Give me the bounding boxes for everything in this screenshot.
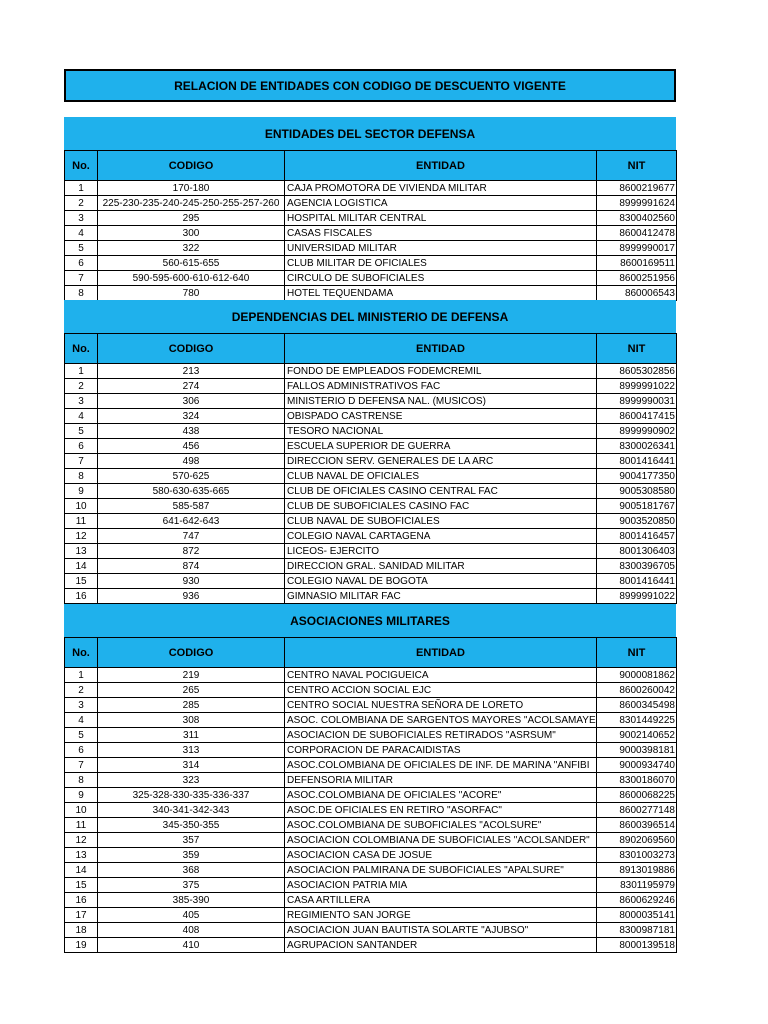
row-number: 8 bbox=[65, 469, 98, 484]
nit-value: 8605302856 bbox=[597, 364, 677, 379]
discount-code: 322 bbox=[98, 241, 285, 256]
table-row bbox=[65, 574, 677, 589]
column-header-entidad: ENTIDAD bbox=[285, 151, 597, 181]
section-sector-defensa bbox=[64, 117, 676, 301]
discount-code: 580-630-635-665 bbox=[98, 484, 285, 499]
table-row bbox=[65, 878, 677, 893]
entity-name: DIRECCION SERV. GENERALES DE LA ARC bbox=[285, 454, 597, 469]
nit-value: 9005181767 bbox=[597, 499, 677, 514]
entity-name: COLEGIO NAVAL CARTAGENA bbox=[285, 529, 597, 544]
row-number: 4 bbox=[65, 713, 98, 728]
row-number: 16 bbox=[65, 589, 98, 604]
row-number: 17 bbox=[65, 908, 98, 923]
nit-value: 8600396514 bbox=[597, 818, 677, 833]
section-title: ENTIDADES DEL SECTOR DEFENSA bbox=[64, 117, 676, 150]
discount-code: 170-180 bbox=[98, 181, 285, 196]
discount-code: 324 bbox=[98, 409, 285, 424]
table-row bbox=[65, 863, 677, 878]
nit-value: 8301003273 bbox=[597, 848, 677, 863]
entity-name: ASOC.COLOMBIANA DE OFICIALES "ACORE" bbox=[285, 788, 597, 803]
entity-name: CASA ARTILLERA bbox=[285, 893, 597, 908]
column-header-codigo: CODIGO bbox=[98, 638, 285, 668]
nit-value: 8999991624 bbox=[597, 196, 677, 211]
nit-value: 8600219677 bbox=[597, 181, 677, 196]
entity-name: CLUB MILITAR DE OFICIALES bbox=[285, 256, 597, 271]
row-number: 6 bbox=[65, 743, 98, 758]
row-number: 5 bbox=[65, 424, 98, 439]
entity-name: HOSPITAL MILITAR CENTRAL bbox=[285, 211, 597, 226]
discount-code: 456 bbox=[98, 439, 285, 454]
entity-name: ASOCIACION JUAN BAUTISTA SOLARTE "AJUBSO" bbox=[285, 923, 597, 938]
table-row bbox=[65, 758, 677, 773]
entity-name: CASAS FISCALES bbox=[285, 226, 597, 241]
row-number: 13 bbox=[65, 544, 98, 559]
discount-code: 274 bbox=[98, 379, 285, 394]
nit-value: 8300186070 bbox=[597, 773, 677, 788]
row-number: 6 bbox=[65, 256, 98, 271]
discount-code: 570-625 bbox=[98, 469, 285, 484]
row-number: 2 bbox=[65, 683, 98, 698]
row-number: 8 bbox=[65, 773, 98, 788]
table-row bbox=[65, 364, 677, 379]
row-number: 15 bbox=[65, 574, 98, 589]
discount-code: 590-595-600-610-612-640 bbox=[98, 271, 285, 286]
discount-code: 295 bbox=[98, 211, 285, 226]
table-row bbox=[65, 773, 677, 788]
row-number: 3 bbox=[65, 698, 98, 713]
entity-name: DIRECCION GRAL. SANIDAD MILITAR bbox=[285, 559, 597, 574]
nit-value: 8600345498 bbox=[597, 698, 677, 713]
table-row bbox=[65, 589, 677, 604]
table-row bbox=[65, 728, 677, 743]
table-row bbox=[65, 938, 677, 953]
nit-value: 9003520850 bbox=[597, 514, 677, 529]
discount-code: 780 bbox=[98, 286, 285, 301]
discount-code: 359 bbox=[98, 848, 285, 863]
discount-code: 872 bbox=[98, 544, 285, 559]
table-row bbox=[65, 713, 677, 728]
entity-name: FALLOS ADMINISTRATIVOS FAC bbox=[285, 379, 597, 394]
row-number: 10 bbox=[65, 803, 98, 818]
row-number: 9 bbox=[65, 788, 98, 803]
nit-value: 8999990017 bbox=[597, 241, 677, 256]
discount-code: 213 bbox=[98, 364, 285, 379]
nit-value: 8300026341 bbox=[597, 439, 677, 454]
table-row bbox=[65, 743, 677, 758]
discount-code: 438 bbox=[98, 424, 285, 439]
discount-code: 410 bbox=[98, 938, 285, 953]
row-number: 9 bbox=[65, 484, 98, 499]
nit-value: 8300402560 bbox=[597, 211, 677, 226]
discount-code: 375 bbox=[98, 878, 285, 893]
discount-code: 930 bbox=[98, 574, 285, 589]
entity-name: ASOCIACION COLOMBIANA DE SUBOFICIALES "ACOLSANDER" bbox=[285, 833, 597, 848]
row-number: 10 bbox=[65, 499, 98, 514]
table-header-row bbox=[65, 151, 677, 181]
nit-value: 8999991022 bbox=[597, 379, 677, 394]
nit-value: 9004177350 bbox=[597, 469, 677, 484]
table-row bbox=[65, 196, 677, 211]
entity-name: COLEGIO NAVAL DE BOGOTA bbox=[285, 574, 597, 589]
entity-name: CENTRO SOCIAL NUESTRA SEÑORA DE LORETO bbox=[285, 698, 597, 713]
row-number: 7 bbox=[65, 758, 98, 773]
nit-value: 8001416441 bbox=[597, 574, 677, 589]
discount-code: 345-350-355 bbox=[98, 818, 285, 833]
nit-value: 8600277148 bbox=[597, 803, 677, 818]
row-number: 5 bbox=[65, 241, 98, 256]
table-row bbox=[65, 454, 677, 469]
nit-value: 8913019886 bbox=[597, 863, 677, 878]
entity-name: ASOC.DE OFICIALES EN RETIRO "ASORFAC" bbox=[285, 803, 597, 818]
table-row bbox=[65, 469, 677, 484]
nit-value: 9000398181 bbox=[597, 743, 677, 758]
discount-code: 306 bbox=[98, 394, 285, 409]
table-row bbox=[65, 379, 677, 394]
column-header-entidad: ENTIDAD bbox=[285, 638, 597, 668]
row-number: 14 bbox=[65, 559, 98, 574]
discount-code: 314 bbox=[98, 758, 285, 773]
column-header-codigo: CODIGO bbox=[98, 151, 285, 181]
section-ministerio-defensa bbox=[64, 300, 676, 604]
nit-value: 8999991022 bbox=[597, 589, 677, 604]
nit-value: 8600629246 bbox=[597, 893, 677, 908]
discount-code: 585-587 bbox=[98, 499, 285, 514]
entity-name: CLUB DE OFICIALES CASINO CENTRAL FAC bbox=[285, 484, 597, 499]
discount-code: 285 bbox=[98, 698, 285, 713]
entity-name: AGENCIA LOGISTICA bbox=[285, 196, 597, 211]
nit-value: 8301449225 bbox=[597, 713, 677, 728]
table-row bbox=[65, 529, 677, 544]
discount-code: 936 bbox=[98, 589, 285, 604]
table-row bbox=[65, 484, 677, 499]
table-row bbox=[65, 803, 677, 818]
nit-value: 8001306403 bbox=[597, 544, 677, 559]
entities-table bbox=[64, 333, 677, 604]
nit-value: 8999990031 bbox=[597, 394, 677, 409]
row-number: 13 bbox=[65, 848, 98, 863]
row-number: 11 bbox=[65, 818, 98, 833]
discount-code: 357 bbox=[98, 833, 285, 848]
discount-code: 219 bbox=[98, 668, 285, 683]
table-row bbox=[65, 923, 677, 938]
table-row bbox=[65, 668, 677, 683]
entities-table bbox=[64, 637, 677, 953]
nit-value: 8001416457 bbox=[597, 529, 677, 544]
table-row bbox=[65, 226, 677, 241]
entity-name: REGIMIENTO SAN JORGE bbox=[285, 908, 597, 923]
discount-code: 641-642-643 bbox=[98, 514, 285, 529]
table-row bbox=[65, 818, 677, 833]
discount-code: 308 bbox=[98, 713, 285, 728]
entity-name: OBISPADO CASTRENSE bbox=[285, 409, 597, 424]
entity-name: ASOC.COLOMBIANA DE OFICIALES DE INF. DE MARINA "ANFIBI bbox=[285, 758, 597, 773]
column-header-nit: NIT bbox=[597, 334, 677, 364]
entity-name: ASOC. COLOMBIANA DE SARGENTOS MAYORES "ACOLSAMAYE bbox=[285, 713, 597, 728]
discount-code: 498 bbox=[98, 454, 285, 469]
row-number: 3 bbox=[65, 211, 98, 226]
row-number: 2 bbox=[65, 196, 98, 211]
row-number: 12 bbox=[65, 833, 98, 848]
nit-value: 8000139518 bbox=[597, 938, 677, 953]
column-header-no: No. bbox=[65, 151, 98, 181]
entity-name: FONDO DE EMPLEADOS FODEMCREMIL bbox=[285, 364, 597, 379]
entity-name: CLUB NAVAL DE SUBOFICIALES bbox=[285, 514, 597, 529]
discount-code: 313 bbox=[98, 743, 285, 758]
nit-value: 8600251956 bbox=[597, 271, 677, 286]
nit-value: 8600417415 bbox=[597, 409, 677, 424]
column-header-codigo: CODIGO bbox=[98, 334, 285, 364]
discount-code: 265 bbox=[98, 683, 285, 698]
nit-value: 8300396705 bbox=[597, 559, 677, 574]
entity-name: ASOCIACION PATRIA MIA bbox=[285, 878, 597, 893]
table-row bbox=[65, 893, 677, 908]
table-row bbox=[65, 544, 677, 559]
row-number: 4 bbox=[65, 409, 98, 424]
column-header-nit: NIT bbox=[597, 151, 677, 181]
row-number: 11 bbox=[65, 514, 98, 529]
table-row bbox=[65, 286, 677, 301]
table-row bbox=[65, 559, 677, 574]
entity-name: HOTEL TEQUENDAMA bbox=[285, 286, 597, 301]
entity-name: GIMNASIO MILITAR FAC bbox=[285, 589, 597, 604]
nit-value: 8000035141 bbox=[597, 908, 677, 923]
entity-name: ASOCIACION DE SUBOFICIALES RETIRADOS "ASRSUM" bbox=[285, 728, 597, 743]
table-row bbox=[65, 514, 677, 529]
table-row bbox=[65, 424, 677, 439]
row-number: 1 bbox=[65, 181, 98, 196]
row-number: 18 bbox=[65, 923, 98, 938]
entity-name: CENTRO NAVAL POCIGUEICA bbox=[285, 668, 597, 683]
row-number: 1 bbox=[65, 668, 98, 683]
column-header-entidad: ENTIDAD bbox=[285, 334, 597, 364]
nit-value: 8600260042 bbox=[597, 683, 677, 698]
table-row bbox=[65, 499, 677, 514]
row-number: 15 bbox=[65, 878, 98, 893]
row-number: 3 bbox=[65, 394, 98, 409]
table-row bbox=[65, 908, 677, 923]
entity-name: ASOC.COLOMBIANA DE SUBOFICIALES "ACOLSURE" bbox=[285, 818, 597, 833]
discount-code: 408 bbox=[98, 923, 285, 938]
table-row bbox=[65, 394, 677, 409]
discount-code: 325-328-330-335-336-337 bbox=[98, 788, 285, 803]
entity-name: TESORO NACIONAL bbox=[285, 424, 597, 439]
nit-value: 8301195979 bbox=[597, 878, 677, 893]
discount-code: 747 bbox=[98, 529, 285, 544]
table-row bbox=[65, 698, 677, 713]
row-number: 7 bbox=[65, 271, 98, 286]
section-title: DEPENDENCIAS DEL MINISTERIO DE DEFENSA bbox=[64, 300, 676, 333]
row-number: 16 bbox=[65, 893, 98, 908]
table-row bbox=[65, 409, 677, 424]
entity-name: ASOCIACION CASA DE JOSUE bbox=[285, 848, 597, 863]
entity-name: MINISTERIO D DEFENSA NAL. (MUSICOS) bbox=[285, 394, 597, 409]
table-row bbox=[65, 439, 677, 454]
entity-name: ESCUELA SUPERIOR DE GUERRA bbox=[285, 439, 597, 454]
table-row bbox=[65, 271, 677, 286]
entity-name: LICEOS- EJERCITO bbox=[285, 544, 597, 559]
discount-code: 225-230-235-240-245-250-255-257-260 bbox=[98, 196, 285, 211]
nit-value: 9000934740 bbox=[597, 758, 677, 773]
document-title: RELACION DE ENTIDADES CON CODIGO DE DESCUENTO VIGENTE bbox=[64, 69, 676, 102]
entity-name: AGRUPACION SANTANDER bbox=[285, 938, 597, 953]
discount-code: 368 bbox=[98, 863, 285, 878]
row-number: 12 bbox=[65, 529, 98, 544]
entity-name: CIRCULO DE SUBOFICIALES bbox=[285, 271, 597, 286]
table-row bbox=[65, 211, 677, 226]
entity-name: DEFENSORIA MILITAR bbox=[285, 773, 597, 788]
table-header-row bbox=[65, 334, 677, 364]
nit-value: 8902069560 bbox=[597, 833, 677, 848]
table-row bbox=[65, 181, 677, 196]
nit-value: 8600412478 bbox=[597, 226, 677, 241]
row-number: 8 bbox=[65, 286, 98, 301]
nit-value: 8600068225 bbox=[597, 788, 677, 803]
table-row bbox=[65, 683, 677, 698]
entity-name: ASOCIACION PALMIRANA DE SUBOFICIALES "APALSURE" bbox=[285, 863, 597, 878]
nit-value: 8600169511 bbox=[597, 256, 677, 271]
nit-value: 8999990902 bbox=[597, 424, 677, 439]
nit-value: 8300987181 bbox=[597, 923, 677, 938]
table-row bbox=[65, 788, 677, 803]
row-number: 6 bbox=[65, 439, 98, 454]
entity-name: CORPORACION DE PARACAIDISTAS bbox=[285, 743, 597, 758]
row-number: 14 bbox=[65, 863, 98, 878]
discount-code: 311 bbox=[98, 728, 285, 743]
entity-name: CLUB NAVAL DE OFICIALES bbox=[285, 469, 597, 484]
entity-name: CAJA PROMOTORA DE VIVIENDA MILITAR bbox=[285, 181, 597, 196]
discount-code: 340-341-342-343 bbox=[98, 803, 285, 818]
entity-name: UNIVERSIDAD MILITAR bbox=[285, 241, 597, 256]
row-number: 19 bbox=[65, 938, 98, 953]
discount-code: 560-615-655 bbox=[98, 256, 285, 271]
entity-name: CENTRO ACCION SOCIAL EJC bbox=[285, 683, 597, 698]
column-header-no: No. bbox=[65, 638, 98, 668]
discount-code: 300 bbox=[98, 226, 285, 241]
nit-value: 9005308580 bbox=[597, 484, 677, 499]
discount-code: 385-390 bbox=[98, 893, 285, 908]
nit-value: 9000081862 bbox=[597, 668, 677, 683]
row-number: 5 bbox=[65, 728, 98, 743]
nit-value: 860006543 bbox=[597, 286, 677, 301]
row-number: 7 bbox=[65, 454, 98, 469]
table-row bbox=[65, 833, 677, 848]
column-header-nit: NIT bbox=[597, 638, 677, 668]
table-row bbox=[65, 848, 677, 863]
table-row bbox=[65, 241, 677, 256]
entities-table bbox=[64, 150, 677, 301]
table-header-row bbox=[65, 638, 677, 668]
row-number: 2 bbox=[65, 379, 98, 394]
discount-code: 405 bbox=[98, 908, 285, 923]
nit-value: 8001416441 bbox=[597, 454, 677, 469]
discount-code: 323 bbox=[98, 773, 285, 788]
table-row bbox=[65, 256, 677, 271]
row-number: 4 bbox=[65, 226, 98, 241]
row-number: 1 bbox=[65, 364, 98, 379]
nit-value: 9002140652 bbox=[597, 728, 677, 743]
entity-name: CLUB DE SUBOFICIALES CASINO FAC bbox=[285, 499, 597, 514]
section-title: ASOCIACIONES MILITARES bbox=[64, 604, 676, 637]
section-asociaciones-militares bbox=[64, 604, 676, 953]
column-header-no: No. bbox=[65, 334, 98, 364]
discount-code: 874 bbox=[98, 559, 285, 574]
